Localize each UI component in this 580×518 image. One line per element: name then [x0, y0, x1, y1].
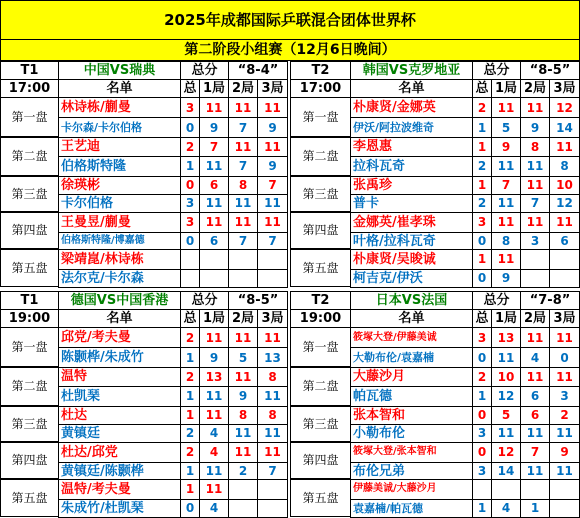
disc-label: 第三盘 [290, 406, 351, 442]
player-name: 朱成竹/杜凯琹 [58, 499, 181, 518]
player-name: 叶格/拉科瓦奇 [350, 232, 473, 250]
game-score: 11 [491, 97, 521, 118]
game-score: 11 [199, 462, 229, 480]
game-score [257, 269, 288, 289]
game-score: 12 [491, 386, 521, 407]
game-score: 7 [228, 156, 258, 177]
start-time: 17:00 [290, 79, 351, 98]
disc-label: 第一盘 [0, 97, 59, 137]
game-score: 8 [491, 232, 521, 250]
total-score: 3 [472, 212, 492, 234]
player-name: 温特/考夫曼 [58, 479, 181, 499]
start-time: 17:00 [0, 79, 59, 98]
total-score: 0 [472, 347, 492, 368]
disc-label: 第三盘 [0, 176, 59, 212]
game3-column-header: 3局 [257, 309, 288, 328]
game-score: 11 [199, 97, 229, 118]
total-score: 2 [472, 156, 492, 177]
game-score: 1 [520, 499, 550, 518]
total-score: 3 [180, 194, 200, 213]
player-name: 伊沃/阿拉波维奇 [350, 117, 473, 138]
game-score: 11 [549, 327, 580, 348]
game-score: 9 [257, 117, 288, 138]
game1-column-header: 1局 [491, 79, 521, 98]
table-label: T1 [0, 291, 59, 310]
total-score: 2 [472, 97, 492, 118]
game-score: 8 [520, 137, 550, 157]
player-name: 邱党/考夫曼 [58, 327, 181, 348]
player-name: 法尔克/卡尔森 [58, 269, 181, 289]
player-name: 小勒布伦 [350, 424, 473, 443]
game-score: 9 [199, 347, 229, 368]
total-score: 1 [180, 386, 200, 407]
player-name: 伯格斯特隆/博嘉德 [58, 232, 181, 250]
game-score: 5 [491, 406, 521, 425]
game-score: 3 [520, 232, 550, 250]
game1-column-header: 1局 [199, 79, 229, 98]
start-time: 19:00 [290, 309, 351, 328]
game3-column-header: 3局 [549, 79, 580, 98]
game-score: 13 [491, 327, 521, 348]
game-score: 11 [549, 367, 580, 387]
game-score [491, 479, 521, 499]
game-score: 11 [228, 212, 258, 234]
player-name: 王曼昱/蒯曼 [58, 212, 181, 234]
game-score: 12 [549, 97, 580, 118]
game-score: 7 [199, 137, 229, 157]
game-score [257, 499, 288, 518]
total-score: 2 [180, 327, 200, 348]
match-score: “8-4” [228, 61, 288, 80]
game-score: 4 [199, 424, 229, 443]
game-score: 11 [199, 327, 229, 348]
matchup-label: 德国VS中国香港 [58, 291, 181, 310]
game-score: 9 [549, 442, 580, 464]
game-score: 11 [199, 156, 229, 177]
player-name: 伊藤美诚/大藤沙月 [350, 479, 473, 499]
game-score: 8 [257, 406, 288, 425]
disc-label: 第四盘 [0, 212, 59, 250]
matchup-label: 韩国VS克罗地亚 [350, 61, 473, 80]
sheet-subtitle: 第二阶段小组赛（12月6日晚间） [0, 39, 580, 61]
game-score: 7 [520, 442, 550, 464]
player-name: 徐瑛彬 [58, 176, 181, 195]
game-score: 9 [491, 137, 521, 157]
game-score: 8 [228, 176, 258, 195]
player-name: 张禹珍 [350, 176, 473, 195]
game-score [520, 269, 550, 289]
total-score: 3 [180, 212, 200, 234]
game-score: 7 [491, 176, 521, 195]
player-name: 柯吉克/伊沃 [350, 269, 473, 289]
game-score: 6 [199, 176, 229, 195]
game-score: 9 [491, 269, 521, 289]
player-name: 卡尔伯格 [58, 194, 181, 213]
player-name: 温特 [58, 367, 181, 387]
total-score: 1 [472, 137, 492, 157]
game-score: 11 [491, 156, 521, 177]
game-score: 11 [257, 442, 288, 464]
player-name: 杜凯琹 [58, 386, 181, 407]
game-score: 6 [520, 386, 550, 407]
game-score: 11 [549, 424, 580, 443]
game2-column-header: 2局 [228, 79, 258, 98]
game2-column-header: 2局 [520, 309, 550, 328]
game-score [549, 249, 580, 269]
game-score: 11 [549, 212, 580, 234]
total-score: 3 [472, 462, 492, 480]
total-score: 3 [180, 97, 200, 118]
match-score: “8-5” [228, 291, 288, 310]
game-score: 0 [549, 347, 580, 368]
game-score [257, 249, 288, 269]
game-score: 3 [549, 386, 580, 407]
game-score: 4 [491, 499, 521, 518]
game-score: 7 [228, 232, 258, 250]
game-score: 11 [228, 442, 258, 464]
disc-label: 第四盘 [290, 442, 351, 480]
game-score: 2 [228, 462, 258, 480]
disc-label: 第一盘 [0, 327, 59, 367]
game-score: 11 [199, 194, 229, 213]
player-name: 杜达/邱党 [58, 442, 181, 464]
game-score: 9 [257, 156, 288, 177]
disc-label: 第二盘 [290, 137, 351, 176]
game-score: 9 [199, 117, 229, 138]
game-score [257, 479, 288, 499]
total-score: 1 [472, 499, 492, 518]
total-score: 1 [472, 386, 492, 407]
total-score: 0 [180, 117, 200, 138]
name-column-header: 名单 [58, 309, 181, 328]
game-score: 11 [228, 137, 258, 157]
total-score: 2 [472, 194, 492, 213]
game-score: 5 [491, 117, 521, 138]
game-score: 11 [257, 97, 288, 118]
game-score: 11 [199, 212, 229, 234]
game-score: 8 [228, 406, 258, 425]
disc-label: 第二盘 [290, 367, 351, 406]
matchup-label: 日本VS法国 [350, 291, 473, 310]
game-score [549, 269, 580, 289]
game-score: 4 [520, 347, 550, 368]
game-score [199, 269, 229, 289]
game-score: 11 [228, 194, 258, 213]
total-score: 1 [180, 462, 200, 480]
game-score: 7 [257, 462, 288, 480]
game-score: 11 [520, 327, 550, 348]
total-score: 0 [472, 269, 492, 289]
game-score: 13 [257, 347, 288, 368]
game-score: 11 [491, 249, 521, 269]
player-name: 杜达 [58, 406, 181, 425]
total-score: 1 [472, 117, 492, 138]
game-score: 8 [257, 367, 288, 387]
table-label: T2 [290, 61, 351, 80]
player-name: 筱塚大登/张本智和 [350, 442, 473, 464]
player-name: 金娜英/崔孝珠 [350, 212, 473, 234]
table-label: T2 [290, 291, 351, 310]
player-name: 朴康贤/金娜英 [350, 97, 473, 118]
game-score [520, 249, 550, 269]
total-score-label: 总分 [180, 291, 229, 310]
disc-label: 第五盘 [0, 249, 59, 287]
disc-label: 第三盘 [290, 176, 351, 212]
game-score: 11 [491, 212, 521, 234]
game-score: 11 [520, 462, 550, 480]
player-name: 大勒布伦/袁嘉楠 [350, 347, 473, 368]
table-label: T1 [0, 61, 59, 80]
total-column-header: 总 [472, 309, 492, 328]
total-score: 1 [472, 249, 492, 269]
disc-label: 第二盘 [0, 137, 59, 176]
game-score [228, 249, 258, 269]
game1-column-header: 1局 [491, 309, 521, 328]
game-score: 11 [199, 406, 229, 425]
total-score: 1 [180, 479, 200, 499]
game-score: 11 [549, 462, 580, 480]
game-score: 2 [549, 406, 580, 425]
game-score [228, 499, 258, 518]
game-score: 11 [520, 97, 550, 118]
disc-label: 第五盘 [290, 249, 351, 287]
disc-label: 第一盘 [290, 327, 351, 367]
game-score [199, 249, 229, 269]
game-score: 4 [199, 442, 229, 464]
total-score [180, 269, 200, 289]
total-score: 1 [180, 406, 200, 425]
game-score: 11 [491, 424, 521, 443]
game-score [228, 269, 258, 289]
total-score: 1 [180, 156, 200, 177]
player-name: 陈颢桦/朱成竹 [58, 347, 181, 368]
player-name: 李恩惠 [350, 137, 473, 157]
total-score: 2 [180, 424, 200, 443]
game-score [549, 499, 580, 518]
match-score: “8-5” [520, 61, 580, 80]
game-score: 11 [520, 212, 550, 234]
match-score: “7-8” [520, 291, 580, 310]
total-column-header: 总 [180, 79, 200, 98]
player-name: 拉科瓦奇 [350, 156, 473, 177]
total-score: 0 [472, 232, 492, 250]
total-score [180, 249, 200, 269]
game-score: 14 [549, 117, 580, 138]
total-score: 1 [180, 347, 200, 368]
player-name: 帕瓦德 [350, 386, 473, 407]
total-score: 2 [180, 367, 200, 387]
game-score: 12 [491, 442, 521, 464]
game-score: 9 [520, 117, 550, 138]
total-score: 2 [472, 367, 492, 387]
game-score [228, 479, 258, 499]
player-name: 王艺迪 [58, 137, 181, 157]
game3-column-header: 3局 [549, 309, 580, 328]
game-score: 6 [549, 232, 580, 250]
total-score-label: 总分 [472, 291, 521, 310]
disc-label: 第五盘 [0, 479, 59, 517]
disc-label: 第一盘 [290, 97, 351, 137]
game-score: 11 [257, 424, 288, 443]
total-column-header: 总 [472, 79, 492, 98]
sheet-title: 2025年成都国际乒联混合团体世界杯 [0, 0, 580, 40]
game-score: 11 [520, 156, 550, 177]
player-name: 黄镇廷 [58, 424, 181, 443]
game-score: 11 [520, 424, 550, 443]
total-column-header: 总 [180, 309, 200, 328]
game-score: 11 [228, 97, 258, 118]
game-score: 7 [257, 232, 288, 250]
total-score: 3 [472, 327, 492, 348]
player-name: 黄镇廷/陈颢桦 [58, 462, 181, 480]
game-score: 9 [228, 386, 258, 407]
game3-column-header: 3局 [257, 79, 288, 98]
game-score: 11 [228, 367, 258, 387]
game-score: 11 [257, 137, 288, 157]
disc-label: 第五盘 [290, 479, 351, 517]
player-name: 普卡 [350, 194, 473, 213]
game-score: 11 [228, 424, 258, 443]
game-score: 11 [257, 212, 288, 234]
game-score: 10 [549, 176, 580, 195]
game-score: 7 [520, 194, 550, 213]
start-time: 19:00 [0, 309, 59, 328]
disc-label: 第四盘 [0, 442, 59, 480]
disc-label: 第四盘 [290, 212, 351, 250]
total-score: 0 [180, 499, 200, 518]
player-name: 布伦兄弟 [350, 462, 473, 480]
total-score: 2 [180, 137, 200, 157]
game-score: 10 [491, 367, 521, 387]
total-score: 0 [180, 176, 200, 195]
player-name: 林诗栋/蒯曼 [58, 97, 181, 118]
total-score: 3 [472, 424, 492, 443]
player-name: 朴康贤/吴晙诚 [350, 249, 473, 269]
total-score: 2 [180, 442, 200, 464]
game-score: 12 [549, 194, 580, 213]
disc-label: 第三盘 [0, 406, 59, 442]
matchup-label: 中国VS瑞典 [58, 61, 181, 80]
game-score: 8 [549, 156, 580, 177]
game-score [549, 479, 580, 499]
disc-label: 第二盘 [0, 367, 59, 406]
game-score: 7 [228, 117, 258, 138]
game-score [520, 479, 550, 499]
total-score: 0 [472, 406, 492, 425]
player-name: 卡尔森/卡尔伯格 [58, 117, 181, 138]
total-score-label: 总分 [180, 61, 229, 80]
game-score: 11 [199, 386, 229, 407]
total-score: 0 [180, 232, 200, 250]
player-name: 张本智和 [350, 406, 473, 425]
total-score-label: 总分 [472, 61, 521, 80]
game-score: 5 [228, 347, 258, 368]
player-name: 梁靖崑/林诗栋 [58, 249, 181, 269]
game-score: 6 [520, 406, 550, 425]
player-name: 大藤沙月 [350, 367, 473, 387]
game-score: 6 [199, 232, 229, 250]
game-score: 11 [491, 347, 521, 368]
game-score: 13 [199, 367, 229, 387]
name-column-header: 名单 [350, 309, 473, 328]
name-column-header: 名单 [350, 79, 473, 98]
game-score: 11 [549, 137, 580, 157]
player-name: 伯格斯特隆 [58, 156, 181, 177]
player-name: 袁嘉楠/帕瓦德 [350, 499, 473, 518]
game-score: 4 [199, 499, 229, 518]
game-score: 11 [228, 327, 258, 348]
game-score: 11 [257, 194, 288, 213]
game2-column-header: 2局 [520, 79, 550, 98]
game-score: 11 [199, 479, 229, 499]
game-score: 11 [257, 386, 288, 407]
total-score [472, 479, 492, 499]
total-score: 0 [472, 442, 492, 464]
name-column-header: 名单 [58, 79, 181, 98]
game-score: 11 [520, 176, 550, 195]
game-score: 11 [491, 194, 521, 213]
game1-column-header: 1局 [199, 309, 229, 328]
player-name: 筱塚大登/伊藤美诚 [350, 327, 473, 348]
game2-column-header: 2局 [228, 309, 258, 328]
game-score: 7 [257, 176, 288, 195]
game-score: 11 [520, 367, 550, 387]
game-score: 14 [491, 462, 521, 480]
total-score: 1 [472, 176, 492, 195]
game-score: 11 [257, 327, 288, 348]
